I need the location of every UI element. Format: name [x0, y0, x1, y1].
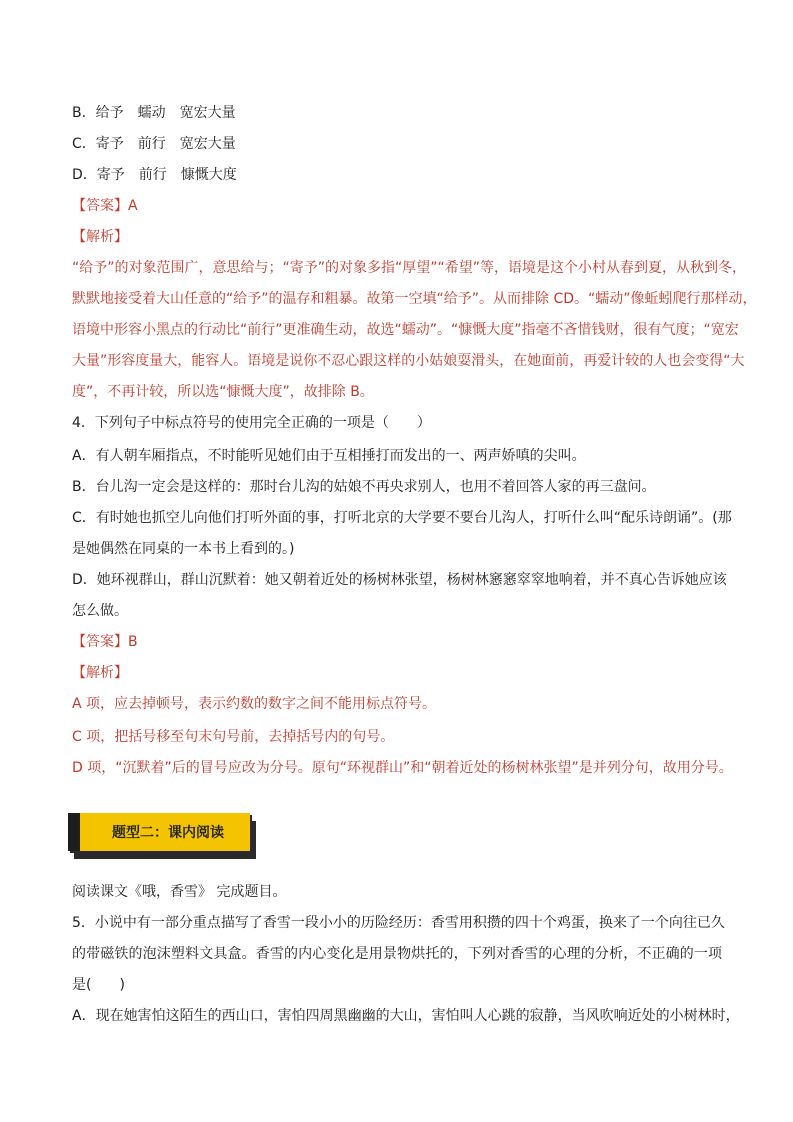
q4-answer-line	[72, 632, 138, 652]
question-5-line1: 5．小说中有一部分重点描写了香雪一段小小的历险经历：香雪用积攒的四十个鸡蛋，换来了一个向往已久	[72, 915, 725, 931]
q4-answer-value: B	[128, 634, 138, 650]
question-5-line2: 的带磁铁的泡沫塑料文具盒。香雪的内心变化是用景物烘托的，下列对香雪的心理的分析，不正确的一项	[72, 946, 722, 962]
q4-option-d-line1: D．她环视群山，群山沉默着：她又朝着近处的杨树林张望，杨树林窸窸窣窣地响着，并不真心告诉她应该	[72, 572, 727, 588]
q4-option-c-line2: 是她偶然在同桌的一本书上看到的。)	[72, 541, 295, 557]
analysis-text-3: 语境中形容小黑点的行动比“前行”更准确生动，故选“蠕动”。“慷慨大度”指毫不吝惜钱财，很有气度；“宽宏	[72, 322, 739, 338]
banner-body	[68, 813, 250, 851]
q4-answer-label: 【答案】	[72, 634, 128, 650]
banner-stripe	[68, 813, 80, 851]
question-5-line3: 是( )	[72, 977, 125, 993]
q4-analysis-2: C 项，把括号移至句末句号前，去掉括号内的句号。	[72, 729, 395, 745]
q4-analysis-1: A 项，应去掉顿号，表示约数的数字之间不能用标点符号。	[72, 696, 437, 712]
reading-intro: 阅读课文《哦，香雪》 完成题目。	[72, 884, 287, 900]
analysis-text-4: 大量”形容度量大，能容人。语境是说你不忍心跟这样的小姑娘耍滑头，在她面前，再爱计较的人也会变得“大	[72, 353, 745, 369]
option-c: C．寄予 前行 宽宏大量	[72, 136, 236, 152]
q4-analysis-label: 【解析】	[72, 665, 128, 681]
analysis-text-5: 度”，不再计较，所以选“慷慨大度”，故排除 B。	[72, 384, 374, 400]
answer-line	[72, 196, 138, 216]
q4-option-b: B．台儿沟一定会是这样的：那时台儿沟的姑娘不再央求别人，也用不着回答人家的再三盘问。	[72, 479, 656, 495]
q4-option-c-line1: C．有时她也抓空儿向他们打听外面的事，打听北京的大学要不要台儿沟人，打听什么叫“配乐诗朗诵”。(那	[72, 510, 732, 526]
answer-value: A	[128, 198, 138, 214]
section-title: 题型二：课内阅读	[112, 825, 224, 841]
analysis-text-1: “给予”的对象范围广，意思给与；“寄予”的对象多指“厚望”“希望”等，语境是这个小村从春到夏，从秋到冬，	[72, 260, 747, 276]
answer-label: 【答案】	[72, 198, 128, 214]
analysis-text-2: 默默地接受着大山任意的“给予”的温存和粗暴。故第一空填“给予”。从而排除 CD。“蠕动”像蚯蚓爬行那样动，	[72, 291, 757, 307]
question-4-stem: 4．下列句子中标点符号的使用完全正确的一项是（ ）	[72, 415, 431, 431]
option-b: B．给予 蠕动 宽宏大量	[72, 105, 236, 121]
q4-analysis-3: D 项，“沉默着”后的冒号应改为分号。原句“环视群山”和“朝着近处的杨树林张望”是并列分句，故用分号。	[72, 760, 733, 776]
q4-option-a: A．有人朝车厢指点，不时能听见她们由于互相捶打而发出的一、两声娇嗔的尖叫。	[72, 448, 586, 464]
q4-option-d-line2: 怎么做。	[72, 603, 128, 619]
section-banner	[68, 813, 258, 859]
q5-option-a: A．现在她害怕这陌生的西山口，害怕四周黑幽幽的大山，害怕叫人心跳的寂静，当风吹响近处的小树林时，	[72, 1008, 740, 1024]
option-d: D．寄予 前行 慷慨大度	[72, 167, 237, 183]
analysis-label: 【解析】	[72, 229, 128, 245]
